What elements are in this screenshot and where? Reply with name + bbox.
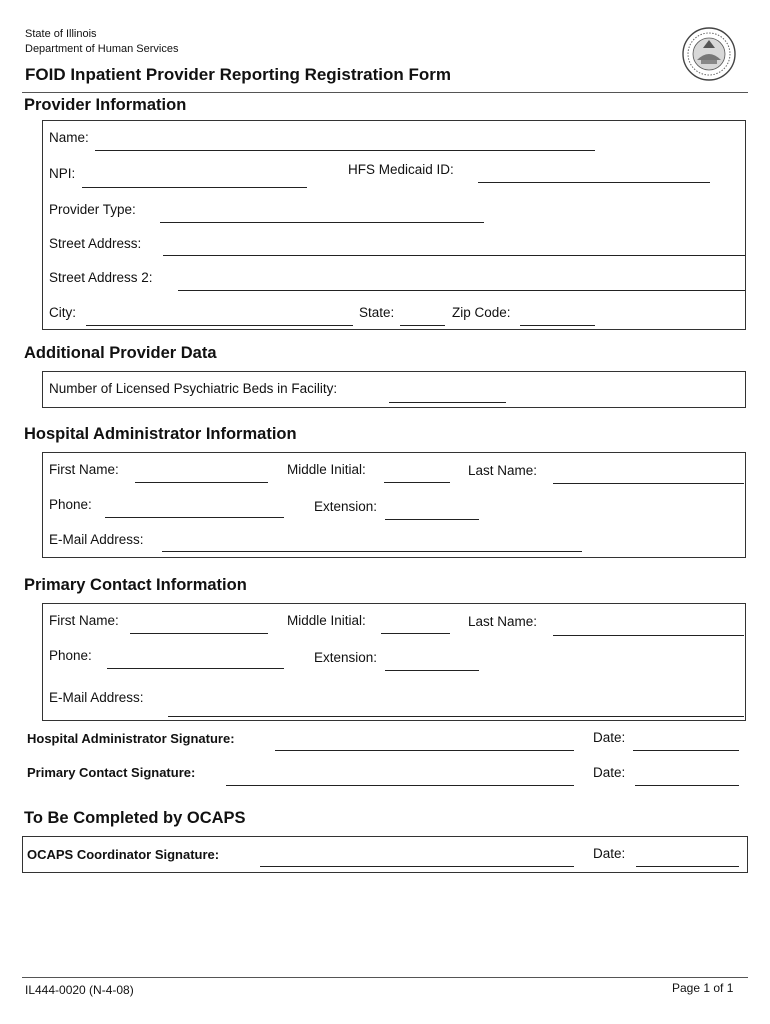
primary-contact-box <box>42 603 746 721</box>
form-number: IL444-0020 (N-4-08) <box>25 983 134 997</box>
npi-field[interactable] <box>82 187 307 188</box>
contact-signature-label: Primary Contact Signature: <box>27 765 196 780</box>
contact-phone-label: Phone: <box>49 648 92 663</box>
contact-first-name-label: First Name: <box>49 613 119 628</box>
contact-middle-initial-label: Middle Initial: <box>287 613 366 628</box>
street-address-field[interactable] <box>163 255 745 256</box>
hfs-medicaid-id-label: HFS Medicaid ID: <box>348 162 454 177</box>
admin-middle-initial-field[interactable] <box>384 482 450 483</box>
admin-phone-label: Phone: <box>49 497 92 512</box>
footer-divider <box>22 977 748 978</box>
admin-email-label: E-Mail Address: <box>49 532 144 547</box>
provider-info-box <box>42 120 746 330</box>
name-label: Name: <box>49 130 89 145</box>
admin-first-name-field[interactable] <box>135 482 268 483</box>
contact-date-field[interactable] <box>635 785 739 786</box>
city-field[interactable] <box>86 325 353 326</box>
section-provider-information: Provider Information <box>24 96 187 114</box>
admin-signature-label: Hospital Administrator Signature: <box>27 731 235 746</box>
provider-type-field[interactable] <box>160 222 484 223</box>
section-hospital-administrator: Hospital Administrator Information <box>24 425 297 443</box>
admin-last-name-label: Last Name: <box>468 463 538 478</box>
contact-phone-field[interactable] <box>107 668 284 669</box>
ocaps-signature-field[interactable] <box>260 866 574 867</box>
zip-code-label: Zip Code: <box>452 305 511 320</box>
hfs-medicaid-id-field[interactable] <box>478 182 710 183</box>
state-seal-icon <box>681 26 737 82</box>
admin-phone-field[interactable] <box>105 517 284 518</box>
admin-extension-label: Extension: <box>314 499 378 514</box>
form-title: FOID Inpatient Provider Reporting Registration Form <box>25 65 451 84</box>
section-primary-contact: Primary Contact Information <box>24 576 247 594</box>
contact-date-label: Date: <box>593 765 626 780</box>
page-number: Page 1 of 1 <box>672 981 734 995</box>
admin-date-field[interactable] <box>633 750 739 751</box>
section-ocaps: To Be Completed by OCAPS <box>24 809 246 827</box>
contact-email-label: E-Mail Address: <box>49 690 144 705</box>
section-additional-provider-data: Additional Provider Data <box>24 344 217 362</box>
admin-extension-field[interactable] <box>385 519 479 520</box>
admin-date-label: Date: <box>593 730 626 745</box>
admin-first-name-label: First Name: <box>49 462 119 477</box>
header-divider <box>22 92 748 93</box>
agency-state: State of Illinois <box>25 28 97 40</box>
contact-email-field[interactable] <box>168 716 744 717</box>
admin-signature-field[interactable] <box>275 750 574 751</box>
agency-department: Department of Human Services <box>25 43 179 55</box>
contact-last-name-label: Last Name: <box>468 614 538 629</box>
contact-first-name-field[interactable] <box>130 633 268 634</box>
admin-email-field[interactable] <box>162 551 582 552</box>
ocaps-signature-label: OCAPS Coordinator Signature: <box>27 847 220 862</box>
psychiatric-beds-field[interactable] <box>389 402 506 403</box>
provider-type-label: Provider Type: <box>49 202 136 217</box>
state-field[interactable] <box>400 325 445 326</box>
psychiatric-beds-label: Number of Licensed Psychiatric Beds in Facility: <box>49 381 338 396</box>
admin-middle-initial-label: Middle Initial: <box>287 462 366 477</box>
name-field[interactable] <box>95 150 595 151</box>
street-address-label: Street Address: <box>49 236 142 251</box>
street-address-2-field[interactable] <box>178 290 745 291</box>
contact-extension-label: Extension: <box>314 650 378 665</box>
city-label: City: <box>49 305 76 320</box>
state-label: State: <box>359 305 395 320</box>
admin-last-name-field[interactable] <box>553 483 744 484</box>
contact-middle-initial-field[interactable] <box>381 633 450 634</box>
contact-signature-field[interactable] <box>226 785 574 786</box>
street-address-2-label: Street Address 2: <box>49 270 153 285</box>
contact-extension-field[interactable] <box>385 670 479 671</box>
zip-code-field[interactable] <box>520 325 595 326</box>
ocaps-date-label: Date: <box>593 846 626 861</box>
ocaps-date-field[interactable] <box>636 866 739 867</box>
npi-label: NPI: <box>49 166 76 181</box>
hospital-admin-box <box>42 452 746 558</box>
contact-last-name-field[interactable] <box>553 635 744 636</box>
